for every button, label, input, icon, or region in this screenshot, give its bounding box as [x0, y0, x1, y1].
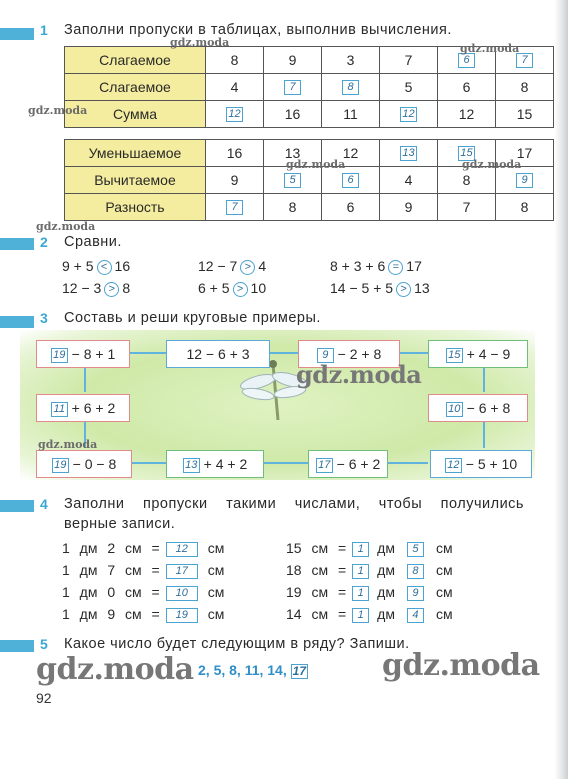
page-number: 92	[36, 690, 52, 706]
comparison-right: 10	[250, 280, 267, 296]
watermark: gdz.moda	[462, 158, 522, 171]
comparison-sign: >	[104, 282, 119, 297]
example-expression: + 6 + 2	[67, 400, 116, 416]
table-cell	[322, 47, 380, 74]
watermark: gdz.moda	[382, 648, 540, 683]
measurement-row	[286, 540, 453, 557]
arrow-left-1	[386, 462, 428, 464]
unit-label: дм	[377, 540, 395, 556]
answer-box: 12	[226, 107, 243, 122]
cell-value: 5	[404, 79, 413, 95]
example-expression: − 8 + 1	[67, 346, 116, 362]
comparison-sign: >	[240, 260, 255, 275]
exercise-5-marker	[0, 640, 34, 652]
comparison-right: 4	[258, 258, 267, 274]
cell-value: 8	[462, 172, 471, 188]
unit-label: см	[435, 562, 453, 578]
answer-box: 9	[516, 173, 533, 188]
exercise-2-title: Сравни.	[64, 234, 122, 250]
cell-value: 11	[343, 106, 358, 122]
arrow-right-2	[268, 352, 298, 354]
measurement-text: 1 дм 7 см =	[62, 562, 160, 578]
measurement-text: 1 дм 2 см =	[62, 540, 160, 556]
comparison-left: 6 + 5	[198, 280, 230, 296]
answer-box: 15	[458, 146, 475, 161]
comparison-item	[198, 280, 266, 297]
comparison-left: 8 + 3 + 6	[330, 258, 386, 274]
unit-label: см	[435, 606, 453, 622]
comparison-right: 8	[122, 280, 131, 296]
unit-label: дм	[377, 584, 395, 600]
arrow-down-2	[483, 422, 485, 448]
measurement-row	[286, 562, 453, 579]
unit-label: см	[207, 584, 225, 600]
table-cell	[380, 194, 438, 221]
comparison-item	[330, 280, 430, 297]
table-row	[65, 101, 554, 128]
table-cell	[380, 47, 438, 74]
arrow-down-1	[483, 366, 485, 392]
table-cell	[264, 101, 322, 128]
comparison-sign: =	[388, 260, 403, 275]
number-sequence: 2, 5, 8, 11, 14, 17	[198, 662, 306, 678]
example-expression: − 2 + 8	[333, 346, 382, 362]
start-number-box: 9	[317, 348, 334, 363]
circular-example-box	[428, 340, 528, 368]
exercise-2-number: 2	[40, 234, 48, 250]
answer-box: 1	[352, 564, 369, 579]
exercise-4-title-line2: верные записи.	[64, 516, 176, 532]
comparison-left: 12 − 3	[62, 280, 102, 296]
measurement-row	[62, 562, 224, 579]
watermark: gdz.moda	[36, 220, 96, 233]
table-cell	[380, 167, 438, 194]
table-cell	[380, 74, 438, 101]
answer-box: 5	[284, 173, 301, 188]
watermark: gdz.moda	[460, 42, 520, 55]
table-cell	[264, 47, 322, 74]
cell-value: 9	[404, 199, 413, 215]
table-cell	[322, 194, 380, 221]
measurement-text: 18 см =	[286, 562, 347, 578]
measurement-row	[286, 606, 453, 623]
table-cell	[496, 74, 554, 101]
arrow-left-2	[262, 462, 308, 464]
table-cell	[264, 74, 322, 101]
unit-label: см	[207, 606, 225, 622]
exercise-4-number: 4	[40, 496, 48, 512]
table-cell	[206, 140, 264, 167]
arrow-right-1	[130, 352, 166, 354]
start-number-box: 19	[52, 458, 69, 473]
answer-box: 13	[400, 146, 417, 161]
start-number-box: 11	[51, 402, 68, 417]
watermark: gdz.moda	[170, 36, 230, 49]
table-cell	[206, 101, 264, 128]
answer-box: 4	[407, 608, 424, 623]
unit-label: см	[207, 562, 225, 578]
answer-box: 12	[166, 542, 198, 557]
answer-box: 6	[342, 173, 359, 188]
table-cell	[206, 194, 264, 221]
table-cell	[206, 74, 264, 101]
circular-example-box	[36, 394, 130, 422]
example-expression: + 4 − 9	[462, 346, 511, 362]
answer-box: 5	[407, 542, 424, 557]
start-number-box: 12	[445, 458, 462, 473]
example-expression: − 0 − 8	[68, 456, 117, 472]
answer-box: 17	[166, 564, 198, 579]
exercise-3-marker	[0, 316, 34, 328]
watermark: gdz.moda	[286, 158, 346, 171]
start-number-box: 10	[446, 402, 463, 417]
comparison-sign: >	[233, 282, 248, 297]
table-cell	[438, 101, 496, 128]
exercise-4-marker	[0, 500, 34, 512]
exercise-2-marker	[0, 238, 34, 250]
circular-example-box	[428, 394, 528, 422]
measurement-row	[62, 584, 224, 601]
table-row	[65, 74, 554, 101]
measurement-row	[286, 584, 453, 601]
comparison-right: 17	[406, 258, 422, 274]
comparison-item	[62, 280, 130, 297]
comparison-left: 12 − 7	[198, 258, 238, 274]
watermark: gdz.moda	[36, 652, 194, 687]
cell-value: 8	[230, 52, 239, 68]
cell-value: 6	[462, 79, 471, 95]
cell-value: 4	[404, 172, 413, 188]
subtraction-table	[64, 139, 554, 221]
comparison-right: 13	[414, 280, 430, 296]
row-label: Уменьшаемое	[65, 140, 206, 167]
row-label: Слагаемое	[65, 74, 206, 101]
answer-box: 7	[284, 80, 301, 95]
book-spine	[554, 0, 568, 779]
answer-box: 6	[458, 53, 475, 68]
circular-example-box	[36, 450, 132, 478]
row-label: Сумма	[65, 101, 206, 128]
answer-box: 7	[516, 53, 533, 68]
measurement-row	[62, 606, 224, 623]
start-number-box: 17	[316, 458, 333, 473]
start-number-box: 15	[446, 348, 463, 363]
comparison-left: 9 + 5	[62, 258, 94, 274]
exercise-4-title-line1: Заполни пропуски такими числами, чтобы получились	[64, 496, 524, 512]
example-expression: + 4 + 2	[199, 456, 248, 472]
exercise-3-title: Составь и реши круговые примеры.	[64, 310, 321, 326]
cell-value: 7	[462, 199, 471, 215]
exercise-1-title: Заполни пропуски в таблицах, выполнив вычисления.	[64, 22, 452, 38]
cell-value: 16	[284, 106, 301, 122]
cell-value: 8	[520, 79, 529, 95]
table-cell	[496, 101, 554, 128]
watermark: gdz.moda	[296, 360, 422, 389]
example-expression: − 5 + 10	[461, 456, 518, 472]
cell-value: 12	[458, 106, 475, 122]
measurement-text: 1 дм 9 см =	[62, 606, 160, 622]
comparison-item	[198, 258, 266, 275]
table-cell	[380, 140, 438, 167]
comparison-left: 14 − 5 + 5	[330, 280, 394, 296]
table-cell	[322, 101, 380, 128]
cell-value: 17	[516, 145, 533, 161]
sequence-answer-box: 17	[292, 663, 306, 678]
measurement-text: 14 см =	[286, 606, 347, 622]
unit-label: дм	[377, 562, 395, 578]
cell-value: 9	[288, 52, 297, 68]
table-cell	[380, 101, 438, 128]
exercise-1-marker	[0, 28, 34, 40]
cell-value: 8	[288, 199, 297, 215]
unit-label: см	[435, 540, 453, 556]
table-cell	[206, 47, 264, 74]
table-cell	[496, 194, 554, 221]
answer-box: 8	[342, 80, 359, 95]
cell-value: 8	[520, 199, 529, 215]
table-cell	[206, 167, 264, 194]
watermark: gdz.moda	[38, 438, 98, 451]
exercise-1-number: 1	[40, 22, 48, 38]
answer-box: 1	[352, 542, 369, 557]
example-expression: 12 − 6 + 3	[186, 346, 250, 362]
measurement-text: 15 см =	[286, 540, 347, 556]
comparison-right: 16	[114, 258, 131, 274]
unit-label: дм	[377, 606, 395, 622]
circular-example-box	[36, 340, 130, 368]
measurement-row	[62, 540, 224, 557]
table-cell	[438, 74, 496, 101]
answer-box: 7	[226, 200, 243, 215]
measurement-text: 19 см =	[286, 584, 347, 600]
circular-example-box	[308, 450, 388, 478]
arrow-left-3	[130, 462, 166, 464]
table-cell	[322, 74, 380, 101]
arrow-right-3	[400, 352, 428, 354]
comparison-item	[62, 258, 130, 275]
start-number-box: 19	[51, 348, 68, 363]
circular-example-box	[166, 340, 270, 368]
cell-value: 7	[404, 52, 413, 68]
table-cell	[264, 194, 322, 221]
exercise-5-number: 5	[40, 636, 48, 652]
exercise-5-title: Какое число будет следующим в ряду? Запиши.	[64, 636, 410, 652]
unit-label: см	[435, 584, 453, 600]
comparison-item	[330, 258, 422, 275]
measurement-text: 1 дм 0 см =	[62, 584, 160, 600]
answer-box: 1	[352, 586, 369, 601]
cell-value: 12	[342, 145, 359, 161]
table-row	[65, 194, 554, 221]
unit-label: см	[207, 540, 225, 556]
row-label: Вычитаемое	[65, 167, 206, 194]
row-label: Разность	[65, 194, 206, 221]
cell-value: 13	[284, 145, 301, 161]
arrow-up-2	[84, 366, 86, 392]
example-expression: − 6 + 2	[332, 456, 381, 472]
cell-value: 9	[230, 172, 239, 188]
cell-value: 4	[230, 79, 239, 95]
cell-value: 6	[346, 199, 355, 215]
cell-value: 15	[516, 106, 533, 122]
addition-table	[64, 46, 554, 128]
answer-box: 8	[407, 564, 424, 579]
start-number-box: 13	[183, 458, 200, 473]
example-expression: − 6 + 8	[462, 400, 511, 416]
answer-box: 9	[407, 586, 424, 601]
table-cell	[438, 194, 496, 221]
answer-box: 12	[400, 107, 417, 122]
answer-box: 10	[166, 586, 198, 601]
circular-example-box	[430, 450, 532, 478]
exercise-3-number: 3	[40, 310, 48, 326]
cell-value: 16	[226, 145, 243, 161]
comparison-sign: <	[97, 260, 112, 275]
cell-value: 3	[346, 52, 355, 68]
answer-box: 1	[352, 608, 369, 623]
answer-box: 19	[166, 608, 198, 623]
circular-example-box	[166, 450, 264, 478]
row-label: Слагаемое	[65, 47, 206, 74]
comparison-sign: >	[396, 282, 411, 297]
watermark: gdz.moda	[28, 104, 88, 117]
